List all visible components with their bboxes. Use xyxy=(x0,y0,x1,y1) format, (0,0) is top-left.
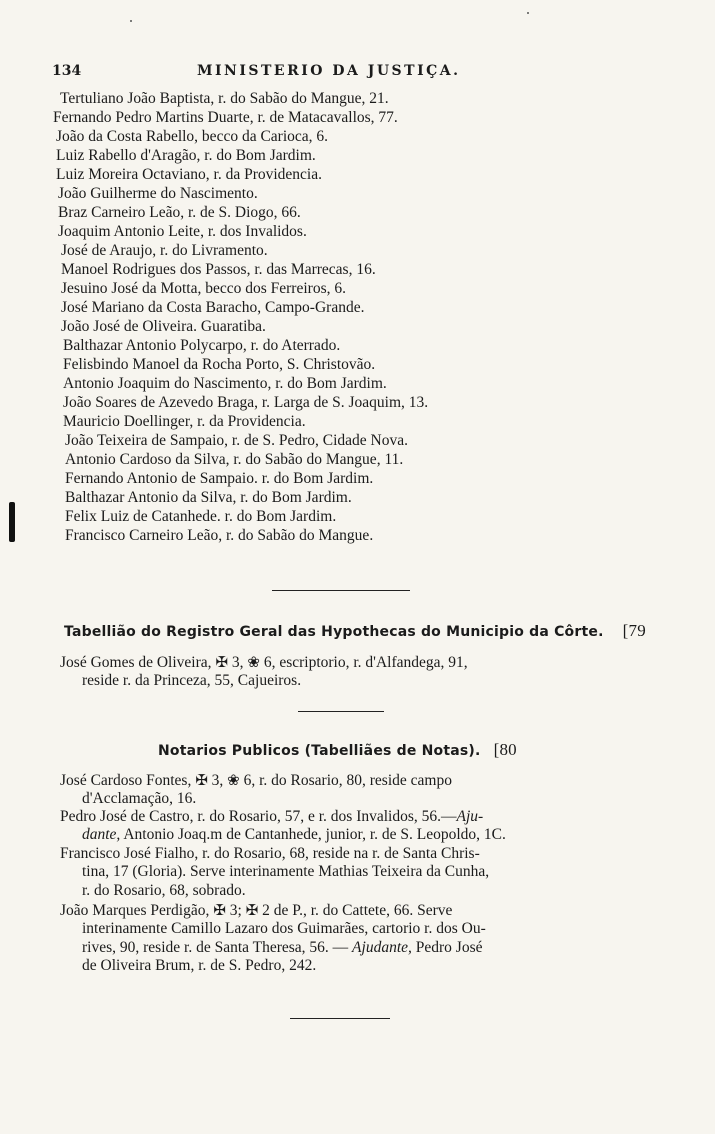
list-item: Fernando Pedro Martins Duarte, r. de Matacavallos, 77. xyxy=(53,109,398,126)
list-item: Manoel Rodrigues dos Passos, r. das Marrecas, 16. xyxy=(61,261,376,278)
ink-speck xyxy=(527,12,529,14)
entry-text: Pedro José xyxy=(415,938,483,956)
list-item: José de Araujo, r. do Livramento. xyxy=(61,242,268,259)
entry-text: dante, xyxy=(82,826,121,844)
entry-text: 3, xyxy=(231,654,244,671)
list-item: João Soares de Azevedo Braga, r. Larga de S. Joaquim, 13. xyxy=(63,394,429,411)
margin-ink-mark xyxy=(9,502,15,542)
order-cross-icon: ✠ xyxy=(213,901,226,919)
list-item: João Teixeira de Sampaio, r. de S. Pedro, Cidade Nova. xyxy=(65,432,408,449)
entry-text: r. do Rosario, 68, sobrado. xyxy=(82,881,246,899)
entry-text: 6, r. do Rosario, 80, reside campo xyxy=(243,772,452,789)
entry-text: reside r. da Princeza, 55, Cajueiros. xyxy=(82,672,302,690)
order-cross-icon: ✠ xyxy=(195,771,208,789)
section-heading xyxy=(158,740,517,760)
list-item: Tertuliano João Baptista, r. do Sabão do Mangue, 21. xyxy=(60,90,389,107)
section-divider xyxy=(290,1018,390,1019)
entry-text: Pedro José de Castro, r. do Rosario, 57, e r. dos Invalidos, 56.— xyxy=(60,808,457,825)
rose-order-icon: ❀ xyxy=(227,771,240,789)
section-heading xyxy=(64,621,646,641)
page-number: 134 xyxy=(52,63,82,79)
list-item: Francisco Carneiro Leão, r. do Sabão do Mangue. xyxy=(65,527,374,544)
notary-entry xyxy=(60,771,640,809)
list-item: Antonio Cardoso da Silva, r. do Sabão do Mangue, 11. xyxy=(65,451,404,468)
list-item: Mauricio Doellinger, r. da Providencia. xyxy=(63,413,306,430)
section-number: [79 xyxy=(622,621,646,640)
notary-entry xyxy=(60,845,640,900)
list-item: Joaquim Antonio Leite, r. dos Invalidos. xyxy=(58,223,307,240)
entry-text: tina, 17 (Gloria). Serve interinamente Mathias Teixeira da Cunha, xyxy=(82,863,490,881)
entry-text: 3; xyxy=(229,902,242,919)
list-item: Felix Luiz de Catanhede. r. do Bom Jardim. xyxy=(65,508,337,525)
list-item: João Guilherme do Nascimento. xyxy=(58,185,258,202)
entry-text: de Oliveira Brum, r. de S. Pedro, 242. xyxy=(82,956,317,974)
entry-text: Francisco José Fialho, r. do Rosario, 68, reside na r. de Santa Chris- xyxy=(60,845,480,862)
list-item: Braz Carneiro Leão, r. de S. Diogo, 66. xyxy=(58,204,301,221)
entry-text: 3, xyxy=(211,772,224,789)
list-item: Balthazar Antonio Polycarpo, r. do Aterrado. xyxy=(63,337,341,354)
running-title: MINISTERIO DA JUSTIÇA. xyxy=(197,63,461,79)
section-number: [80 xyxy=(493,740,517,759)
list-item: Luiz Rabello d'Aragão, r. do Bom Jardim. xyxy=(56,147,316,164)
entry-text: interinamente Camillo Lazaro dos Guimarães, cartorio r. dos Ou- xyxy=(82,920,486,938)
notary-entry xyxy=(60,901,640,975)
list-item: João da Costa Rabello, becco da Carioca, 6. xyxy=(56,128,329,145)
list-item: José Mariano da Costa Baracho, Campo-Grande. xyxy=(61,299,365,316)
registry-entry xyxy=(60,653,640,691)
entry-text: Ajudante, xyxy=(352,938,412,956)
section-divider xyxy=(298,711,384,712)
list-item: Jesuino José da Motta, becco dos Ferreiros, 6. xyxy=(61,280,346,297)
entry-text: Aju- xyxy=(456,808,484,825)
list-item: Balthazar Antonio da Silva, r. do Bom Jardim. xyxy=(65,489,352,506)
ink-speck xyxy=(130,20,132,22)
entry-text: José Cardoso Fontes, xyxy=(60,772,192,789)
page-header xyxy=(52,63,492,85)
entry-text: 6, escriptorio, r. d'Alfandega, 91, xyxy=(263,654,468,671)
list-item: Felisbindo Manoel da Rocha Porto, S. Christovão. xyxy=(63,356,376,373)
entry-text: 2 de P., r. do Cattete, 66. Serve xyxy=(262,902,453,919)
section-title: Notarios Publicos (Tabelliães de Notas). xyxy=(158,743,481,759)
list-item: João José de Oliveira. Guaratiba. xyxy=(61,318,266,335)
list-item: Luiz Moreira Octaviano, r. da Providencia. xyxy=(56,166,322,183)
section-divider xyxy=(272,590,410,591)
rose-order-icon: ❀ xyxy=(247,653,260,671)
order-cross-icon: ✠ xyxy=(215,653,228,671)
entry-text: João Marques Perdigão, xyxy=(60,902,210,919)
list-item: Fernando Antonio de Sampaio. r. do Bom Jardim. xyxy=(65,470,374,487)
entry-text: José Gomes de Oliveira, xyxy=(60,654,212,671)
entry-text: d'Acclamação, 16. xyxy=(82,790,197,808)
entry-text: Antonio Joaq.m de Cantanhede, junior, r. de S. Leopoldo, 1C. xyxy=(123,826,506,844)
notary-entry xyxy=(60,808,640,845)
section-title: Tabellião do Registro Geral das Hypothecas do Municipio da Côrte. xyxy=(64,624,604,640)
list-item: Antonio Joaquim do Nascimento, r. do Bom Jardim. xyxy=(63,375,387,392)
entry-text: rives, 90, reside r. de Santa Theresa, 56. — xyxy=(82,938,349,956)
order-cross-icon: ✠ xyxy=(245,901,259,919)
